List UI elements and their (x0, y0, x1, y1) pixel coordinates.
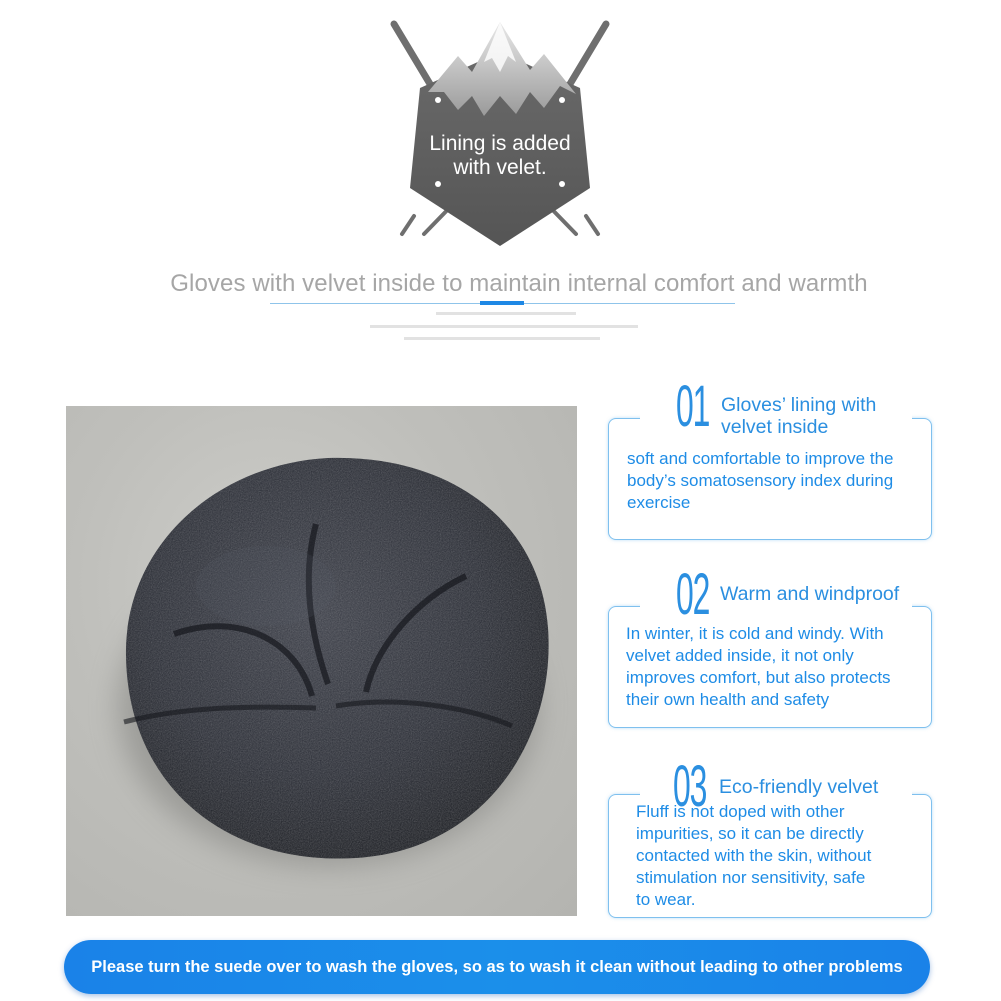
faint-subtext-1 (436, 312, 576, 315)
feature-3-number: 03 (673, 754, 707, 819)
feature-2-desc-line: velvet added inside, it not only (626, 646, 854, 665)
feature-2-description (626, 623, 891, 711)
section-headline: Gloves with velvet inside to maintain internal comfort and warmth (170, 270, 868, 297)
velvet-fleece-illustration (66, 406, 577, 916)
velvet-lining-closeup-image (66, 406, 577, 916)
feature-1-description (627, 448, 893, 514)
feature-2-desc-line: their own health and safety (626, 690, 830, 709)
faint-subtext-3 (404, 337, 600, 340)
badge-line-2: with velet. (453, 156, 547, 179)
feature-2-title-line-1: Warm and windproof (720, 583, 900, 605)
feature-3-title (719, 776, 878, 798)
badge-line-1: Lining is added (429, 132, 571, 155)
feature-3-desc-line: to wear. (636, 890, 696, 909)
feature-1-title-line-1: Gloves’ lining with (721, 394, 877, 416)
feature-1-desc-line: body’s somatosensory index during (627, 471, 894, 490)
feature-2-desc-line: In winter, it is cold and windy. With (626, 624, 884, 643)
feature-1-desc-line: exercise (627, 493, 691, 512)
care-instructions-text: Please turn the suede over to wash the gloves, so as to wash it clean without leading to other problems (91, 958, 903, 976)
feature-1-number: 01 (676, 374, 710, 439)
badge-caption (418, 132, 582, 180)
feature-3-desc-line: impurities, so it can be directly (636, 824, 864, 843)
feature-2-number: 02 (676, 562, 710, 627)
feature-1-desc-line: soft and comfortable to improve the (627, 449, 894, 468)
feature-3-desc-line: stimulation nor sensitivity, safe (636, 868, 866, 887)
feature-3-desc-line: contacted with the skin, without (636, 846, 872, 865)
faint-subtext-2 (370, 325, 638, 328)
feature-2-desc-line: improves comfort, but also protects (626, 668, 891, 687)
headline-accent-bar (480, 301, 524, 305)
feature-2-title (720, 583, 899, 605)
feature-3-title-line-1: Eco-friendly velvet (719, 776, 879, 798)
feature-3-desc-line: Fluff is not doped with other (636, 802, 845, 821)
feature-1-title-line-2: velvet inside (721, 416, 829, 438)
feature-1-title (721, 394, 876, 438)
feature-3-description (636, 801, 871, 911)
